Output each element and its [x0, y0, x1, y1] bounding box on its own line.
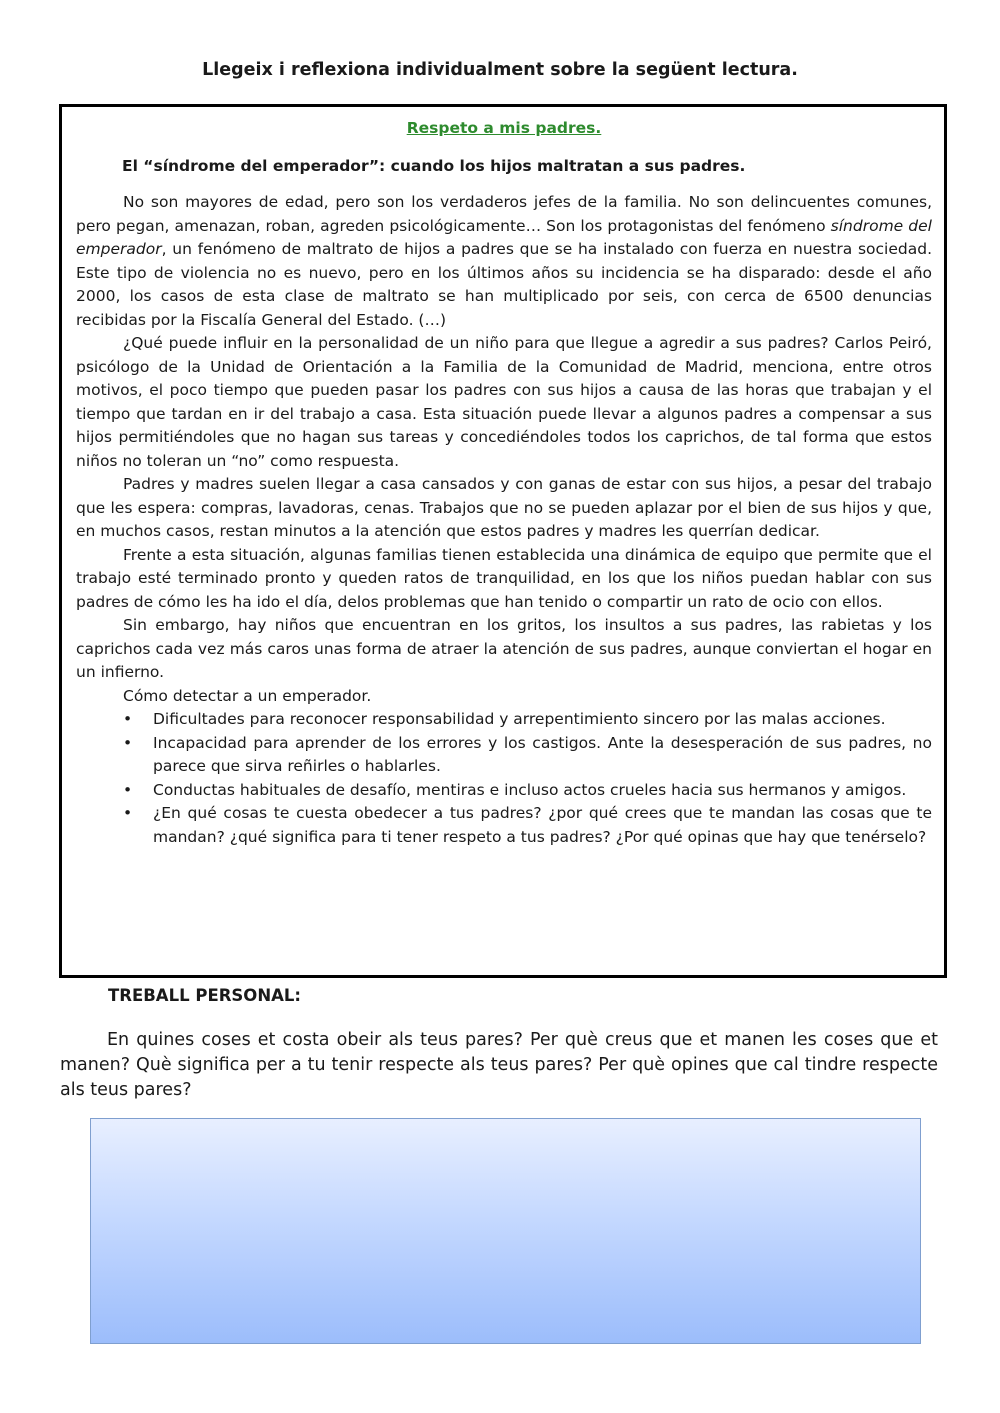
reading-paragraph: ¿Qué puede influir en la personalidad de un niño para que llegue a agredir a sus padres? Carlos Peiró, psicólogo de la Unidad de Orientación a la Familia de la Comunidad de Madrid, menciona, entre otros motivos, el poco tiempo que pueden pasar los padres con sus hijos a causa de las horas que trabajan y el tiempo que tardan en ir del trabajo a casa. Esta situación puede llevar a algunos padres a compensar a sus hijos permitiéndoles que no hagan sus tareas y concediéndoles todos los caprichos, de tal forma que estos niños no toleran un “no” como respuesta. — [76, 334, 932, 470]
bullet-icon: • — [123, 710, 133, 728]
list-item: • ¿En qué cosas te cuesta obedecer a tus padres? ¿por qué crees que te mandan las cosas que te mandan? ¿qué significa para ti tener respeto a tus padres? ¿Por qué opinas que hay que tenérselo? — [123, 804, 932, 846]
bullet-icon: • — [123, 733, 133, 752]
page-heading: Llegeix i reflexiona individualment sobre la següent lectura. — [202, 60, 798, 80]
reading-paragraph: No son mayores de edad, pero son los verdaderos jefes de la familia. No son delincuentes comunes, pero pegan, amenazan, roban, agreden psicológicamente… Son los protagonistas del fenómeno síndrome del emperador, un fenómeno de maltrato de hijos a padres que se ha instalado con fuerza en nuestra sociedad. Este tipo de violencia no es nuevo, pero en los últimos años su incidencia se ha disparado: desde el año 2000, los casos de esta clase de maltrato se han multiplicado por seis, con cerca de 6500 denuncias recibidas por la Fiscalía General del Estado. (…) — [76, 193, 932, 329]
reading-paragraph: Padres y madres suelen llegar a casa cansados y con ganas de estar con sus hijos, a pesar del trabajo que les espera: compras, lavadoras, cenas. Trabajos que no se pueden aplazar por el bien de sus hijos y que, en muchos casos, restan minutos a la atención que estos padres y madres les querrían dedicar. — [76, 475, 932, 540]
task-question: En quines coses et costa obeir als teus pares? Per què creus que et manen les coses que et manen? Què significa per a tu tenir respecte als teus pares? Per què opines que cal tindre respecte als teus pares? — [60, 1030, 938, 1100]
reading-title: Respeto a mis padres. — [406, 119, 602, 137]
reading-paragraph: Frente a esta situación, algunas familias tienen establecida una dinámica de equipo que permite que el trabajo esté terminado pronto y queden ratos de tranquilidad, en los que los niños puedan hablar con sus padres de cómo les ha ido el día, delos problemas que han tenido o compartir un rato de ocio con ellos. — [76, 545, 932, 611]
bullet-icon: • — [123, 804, 133, 822]
reading-subtitle: El “síndrome del emperador”: cuando los hijos maltratan a sus padres. — [122, 157, 746, 175]
reading-paragraph: Sin embargo, hay niños que encuentran en los gritos, los insultos a sus padres, las rabietas y los caprichos cada vez más caros unas forma de atraer la atención de sus padres, aunque conviertan el hogar en un infierno. — [76, 616, 932, 681]
list-item: • Dificultades para reconocer responsabilidad y arrepentimiento sincero por las malas acciones. — [76, 708, 932, 732]
answer-box[interactable] — [90, 1118, 921, 1344]
emperor-signs-list — [76, 708, 932, 849]
reading-box — [59, 104, 947, 978]
reading-text — [76, 191, 932, 849]
list-intro: Cómo detectar a un emperador. — [123, 686, 372, 705]
list-item: • Conductas habituales de desafío, mentiras e incluso actos crueles hacia sus hermanos y amigos. — [76, 779, 932, 803]
bullet-icon: • — [123, 780, 133, 799]
section-title: TREBALL PERSONAL: — [108, 986, 302, 1005]
list-item: • Incapacidad para aprender de los errores y los castigos. Ante la desesperación de sus padres, no parece que sirva reñirles o hablarles. — [123, 733, 932, 775]
